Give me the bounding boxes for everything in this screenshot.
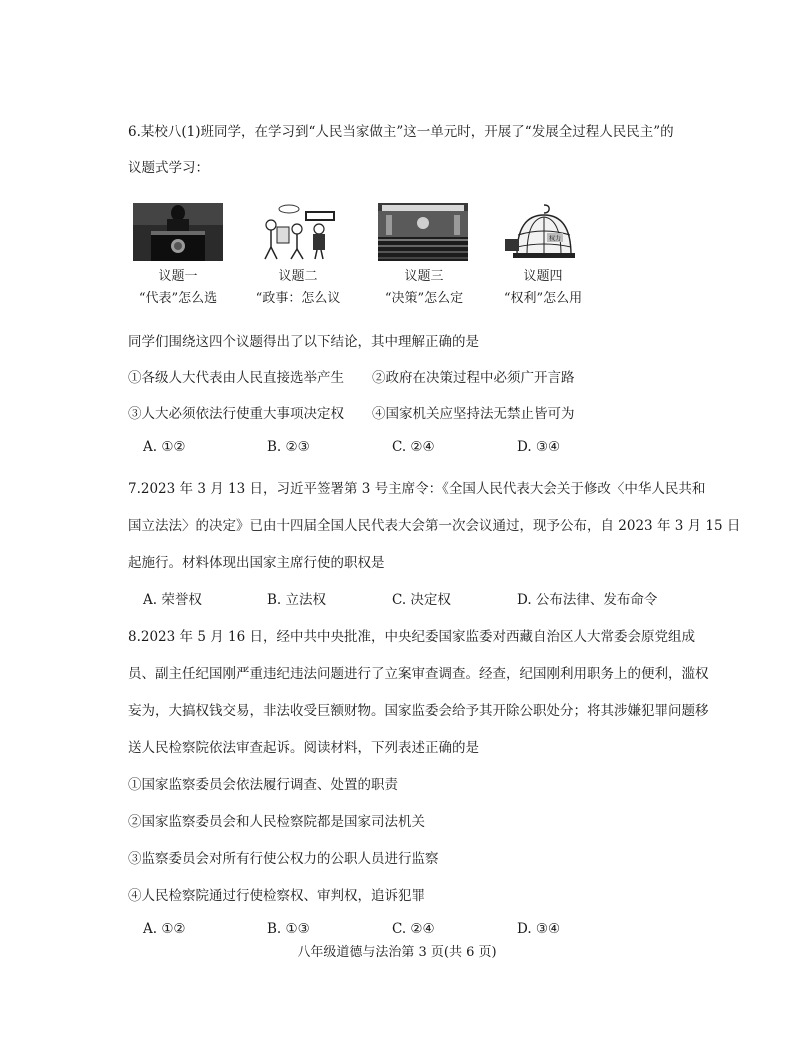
podium-emblem-image [133,203,223,261]
topic1-title: 议题一 [158,269,198,284]
q7-line3: 起施行。材料体现出国家主席行使的职权是 [128,555,385,571]
q8-statement-3: ③监察委员会对所有行使公权力的公职人员进行监察 [128,851,439,867]
q7-option-c[interactable]: C. 决定权 [392,592,451,608]
q8-line4: 送人民检察院依法审查起诉。阅读材料，下列表述正确的是 [128,740,479,756]
cage-power-image [499,203,589,261]
q6-statement-2: ②政府在决策过程中必须广开言路 [372,370,575,386]
cage-label: 权力 [548,235,562,243]
topic4-subtitle: “权利”怎么用 [503,291,583,306]
cartoon-discussion-image [251,203,341,261]
q7-line2: 国立法法〉的决定》已由十四届全国人民代表大会第一次会议通过，现予公布，自 2023 年 3 月 15 日 [128,518,741,534]
q6-line1: 6.某校八(1)班同学，在学习到“人民当家做主”这一单元时，开展了“发展全过程人民民主”的 [128,124,674,140]
congress-hall-image [378,203,468,261]
q7-option-b[interactable]: B. 立法权 [267,592,327,608]
q6-stem: 同学们围绕这四个议题得出了以下结论，其中理解正确的是 [128,334,479,350]
topic4-title: 议题四 [523,269,563,284]
q8-statement-4: ④人民检察院通过行使检察权、审判权，追诉犯罪 [128,888,425,904]
q8-option-a[interactable]: A. ①② [143,921,186,937]
q6-statement-1: ①各级人大代表由人民直接选举产生 [128,370,344,386]
q6-option-b[interactable]: B. ②③ [267,439,310,455]
topic2-subtitle: “政事：怎么议 [255,291,341,306]
q8-option-d[interactable]: D. ③④ [517,921,561,937]
topic2-title: 议题二 [278,269,318,284]
q6-line2: 议题式学习： [128,160,209,176]
q8-statement-2: ②国家监察委员会和人民检察院都是国家司法机关 [128,814,425,830]
q7-line1: 7.2023 年 3 月 13 日，习近平签署第 3 号主席令：《全国人民代表大会关于修改〈中华人民共和 [128,481,706,497]
q6-option-a[interactable]: A. ①② [143,439,186,455]
q7-option-d[interactable]: D. 公布法律、发布命令 [517,592,658,608]
q8-option-c[interactable]: C. ②④ [392,921,435,937]
q7-option-a[interactable]: A. 荣誉权 [143,592,202,608]
topic1-subtitle: “代表”怎么选 [138,291,218,306]
topic3-title: 议题三 [404,269,444,284]
page-footer: 八年级道德与法治第 3 页(共 6 页) [297,945,497,960]
q6-option-c[interactable]: C. ②④ [392,439,435,455]
q6-statement-3: ③人大必须依法行使重大事项决定权 [128,406,344,422]
q8-line1: 8.2023 年 5 月 16 日，经中共中央批准，中央纪委国家监委对西藏自治区人大常委会原党组成 [128,629,695,645]
topic3-subtitle: “决策”怎么定 [384,291,464,306]
q6-statement-4: ④国家机关应坚持法无禁止皆可为 [372,406,575,422]
q8-line2: 员、副主任纪国刚严重违纪违法问题进行了立案审查调查。经查，纪国刚利用职务上的便利，滥权 [128,666,709,682]
q8-line3: 妄为，大搞权钱交易，非法收受巨额财物。国家监委会给予其开除公职处分；将其涉嫌犯罪问题移 [128,703,709,719]
q8-option-b[interactable]: B. ①③ [267,921,310,937]
q8-statement-1: ①国家监察委员会依法履行调查、处置的职责 [128,777,398,793]
q6-option-d[interactable]: D. ③④ [517,439,561,455]
